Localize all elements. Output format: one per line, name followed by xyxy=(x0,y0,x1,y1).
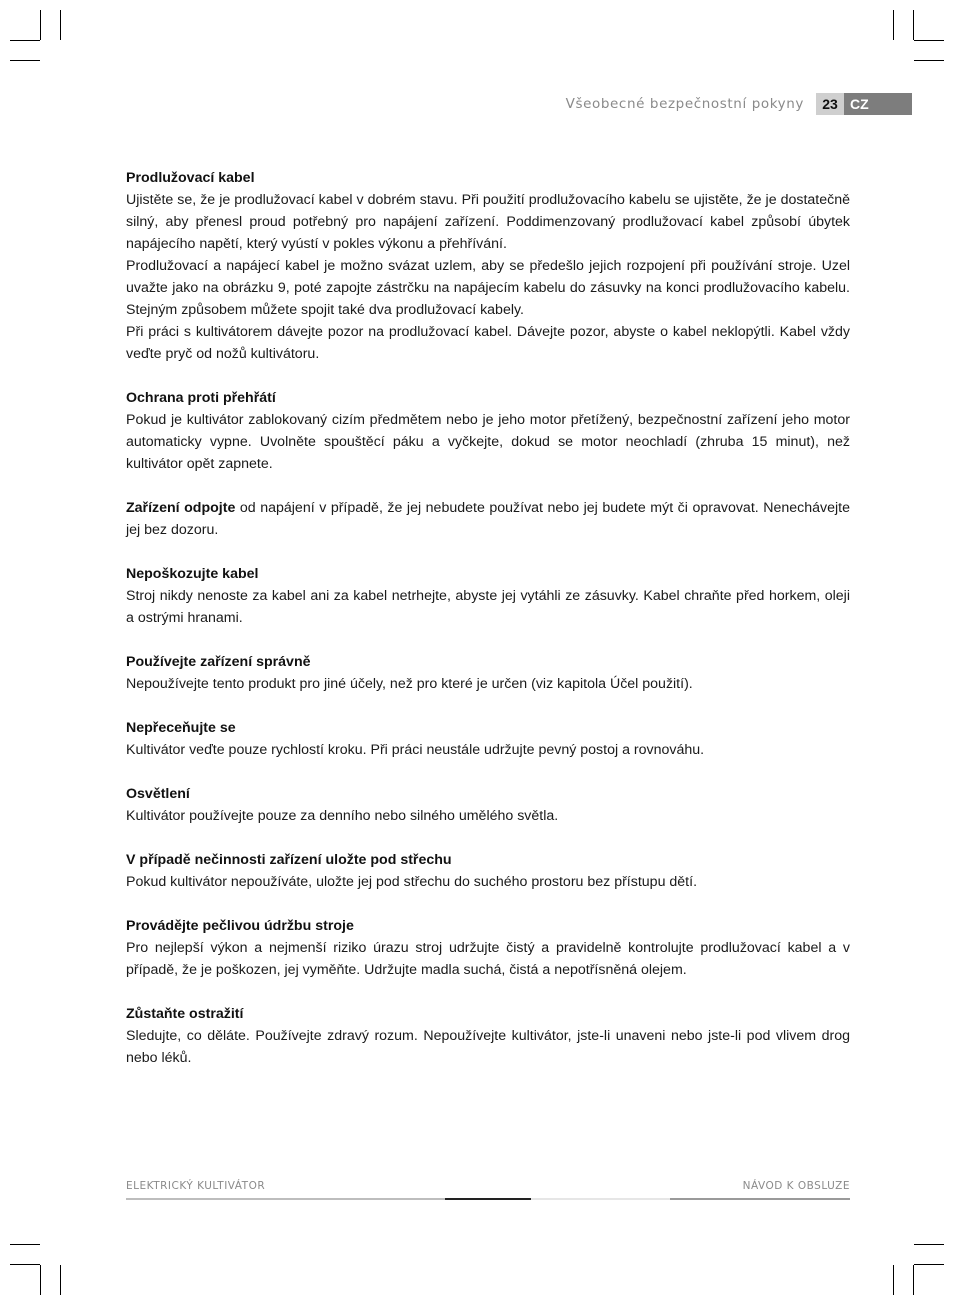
paragraph: Kultivátor používejte pouze za denního nebo silného umělého světla. xyxy=(126,808,559,824)
section-heading: Zůstaňte ostražití xyxy=(126,1006,244,1022)
language-badge: CZ xyxy=(844,93,912,115)
paragraph: Kultivátor veďte pouze rychlostí kroku. Při práci neustále udržujte pevný postoj a rovnováhu. xyxy=(126,742,705,758)
inline-text: od napájení v případě, že jej nebudete používat nebo jej budete mýt či opravovat. Nenechávejte jej bez dozoru. xyxy=(126,500,850,538)
section-heading: Provádějte pečlivou údržbu stroje xyxy=(126,918,354,934)
paragraph: Stroj nikdy nenoste za kabel ani za kabel netrhejte, abyste jej vytáhli ze zásuvky. Kabel chraňte před horkem, oleji a ostrými hranami. xyxy=(126,588,850,626)
page-footer xyxy=(126,1180,850,1200)
paragraph: Prodlužovací a napájecí kabel je možno svázat uzlem, aby se předešlo jejich rozpojení při používání stroje. Uzel uvažte jako na obrázku 9, poté zapojte zástrčku na napájecím kabelu do zásuvky na konci prodlužovacího kabelu. Stejným způsobem můžete spojit také dva prodlužovací kabely. xyxy=(126,258,850,318)
paragraph: Ujistěte se, že je prodlužovací kabel v dobrém stavu. Při použití prodlužovacího kabelu se ujistěte, že je dostatečně silný, aby přenesl proud potřebný pro napájení zařízení. Poddimenzovaný prodlužovací kabel způsobí úbytek napájecího napětí, který vyústí v pokles výkonu a přehřívání. xyxy=(126,192,850,252)
footer-line-segment xyxy=(670,1198,850,1200)
crop-mark xyxy=(40,10,41,40)
crop-mark xyxy=(40,1265,41,1295)
paragraph xyxy=(126,497,850,541)
section-heading: Ochrana proti přehřátí xyxy=(126,390,276,406)
page-number: 23 xyxy=(816,93,844,115)
footer-line-segment xyxy=(445,1198,531,1200)
footer-product-name: ELEKTRICKÝ KULTIVÁTOR xyxy=(126,1180,266,1192)
footer-row xyxy=(126,1180,850,1192)
section-heading: V případě nečinnosti zařízení uložte pod střechu xyxy=(126,852,452,868)
section-maintenance xyxy=(126,915,850,981)
crop-mark xyxy=(60,10,61,40)
section-use-correctly xyxy=(126,651,850,695)
footer-manual-name: NÁVOD K OBSLUZE xyxy=(742,1180,850,1192)
footer-line-segment xyxy=(531,1198,670,1200)
footer-line-segment xyxy=(126,1198,445,1200)
paragraph: Sledujte, co děláte. Používejte zdravý rozum. Nepoužívejte kultivátor, jste-li unaveni nebo jste-li pod vlivem drog nebo léků. xyxy=(126,1028,850,1066)
crop-mark xyxy=(893,1265,894,1295)
section-lighting xyxy=(126,783,850,827)
crop-mark xyxy=(60,1265,61,1295)
crop-mark xyxy=(10,60,40,61)
paragraph: Pokud kultivátor nepoužíváte, uložte jej pod střechu do suchého prostoru bez přístupu dětí. xyxy=(126,874,698,890)
paragraph: Pokud je kultivátor zablokovaný cizím předmětem nebo je jeho motor přetížený, bezpečnostní zařízení jeho motor automaticky vypne. Uvolněte spouštěcí páku a vyčkejte, dokud se motor neochladí (zhruba 15 minut), než kultivátor opět zapnete. xyxy=(126,412,850,472)
section-heading: Nepoškozujte kabel xyxy=(126,566,259,582)
crop-mark xyxy=(10,1264,40,1265)
crop-mark xyxy=(913,1265,914,1295)
crop-mark xyxy=(914,1264,944,1265)
section-storage xyxy=(126,849,850,893)
section-do-not-overreach xyxy=(126,717,850,761)
section-stay-alert xyxy=(126,1003,850,1069)
page-header xyxy=(566,93,912,115)
section-disconnect-device xyxy=(126,497,850,541)
crop-mark xyxy=(914,60,944,61)
section-heading: Nepřeceňujte se xyxy=(126,720,236,736)
paragraph: Nepoužívejte tento produkt pro jiné účely, než pro které je určen (viz kapitola Účel použití). xyxy=(126,676,693,692)
chapter-title: Všeobecné bezpečnostní pokyny xyxy=(565,96,804,112)
footer-divider xyxy=(126,1198,850,1200)
crop-mark xyxy=(893,10,894,40)
crop-mark xyxy=(10,1244,40,1245)
document-body xyxy=(126,167,850,1091)
crop-mark xyxy=(914,40,944,41)
paragraph: Při práci s kultivátorem dávejte pozor na prodlužovací kabel. Dávejte pozor, abyste o kabel neklopýtli. Kabel vždy veďte pryč od nožů kultivátoru. xyxy=(126,324,850,362)
section-heading: Používejte zařízení správně xyxy=(126,654,311,670)
crop-mark xyxy=(914,1244,944,1245)
crop-mark xyxy=(10,40,40,41)
section-extension-cable xyxy=(126,167,850,365)
inline-heading: Zařízení odpojte xyxy=(126,500,236,516)
section-heading: Osvětlení xyxy=(126,786,190,802)
section-do-not-damage-cable xyxy=(126,563,850,629)
section-overheat-protection xyxy=(126,387,850,475)
paragraph: Pro nejlepší výkon a nejmenší riziko úrazu stroj udržujte čistý a pravidelně kontrolujte prodlužovací kabel a v případě, že je poškozen, jej vyměňte. Udržujte madla suchá, čistá a nepotřísněná olejem. xyxy=(126,940,850,978)
section-heading: Prodlužovací kabel xyxy=(126,170,255,186)
crop-mark xyxy=(913,10,914,40)
